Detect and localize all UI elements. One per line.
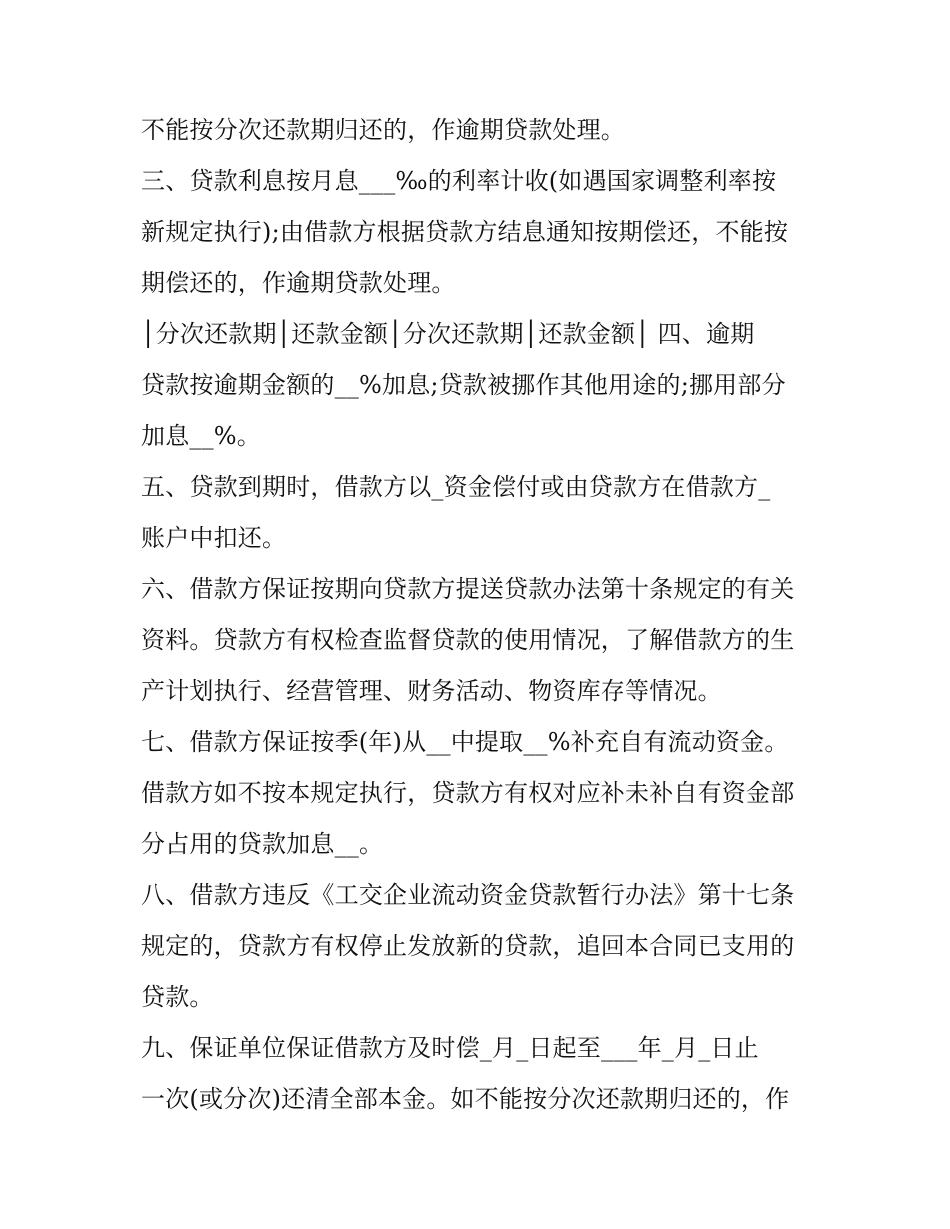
text-line: 资料。贷款方有权检查监督贷款的使用情况，了解借款方的生 <box>141 626 795 654</box>
text-line: 规定的，贷款方有权停止发放新的贷款，追回本合同已支用的 <box>141 932 795 960</box>
text-line: 不能按分次还款期归还的，作逾期贷款处理。 <box>141 116 625 144</box>
text-line: 期偿还的，作逾期贷款处理。 <box>141 269 456 297</box>
text-line: 贷款按逾期金额的__%加息;贷款被挪作其他用途的;挪用部分 <box>141 371 786 399</box>
text-line: 分占用的贷款加息__。 <box>141 830 384 858</box>
text-line: 三、贷款利息按月息___‰的利率计收(如遇国家调整利率按 <box>141 167 777 195</box>
text-line: 新规定执行);由借款方根据贷款方结息通知按期偿还，不能按 <box>141 218 789 246</box>
text-line: 贷款。 <box>141 983 214 1011</box>
document-body <box>141 105 821 1125</box>
text-line: 八、借款方违反《工交企业流动资金贷款暂行办法》第十七条 <box>141 881 795 909</box>
text-line: 加息__%。 <box>141 422 262 450</box>
text-line: 五、贷款到期时，借款方以_资金偿付或由贷款方在借款方_ <box>141 473 771 501</box>
text-line: 产计划执行、经营管理、财务活动、物资库存等情况。 <box>141 677 722 705</box>
text-line: 七、借款方保证按季(年)从__中提取__%补充自有流动资金。 <box>141 728 789 756</box>
text-line: 九、保证单位保证借款方及时偿_月_日起至___年_月_日止 <box>141 1034 759 1062</box>
text-line: 账户中扣还。 <box>141 524 287 552</box>
text-line: 借款方如不按本规定执行，贷款方有权对应补未补自有资金部 <box>141 779 795 807</box>
text-line: 六、借款方保证按期向贷款方提送贷款办法第十条规定的有关 <box>141 575 795 603</box>
text-line: │分次还款期│还款金额│分次还款期│还款金额│ 四、逾期 <box>141 320 755 348</box>
text-line: 一次(或分次)还清全部本金。如不能按分次还款期归还的，作 <box>141 1085 790 1113</box>
